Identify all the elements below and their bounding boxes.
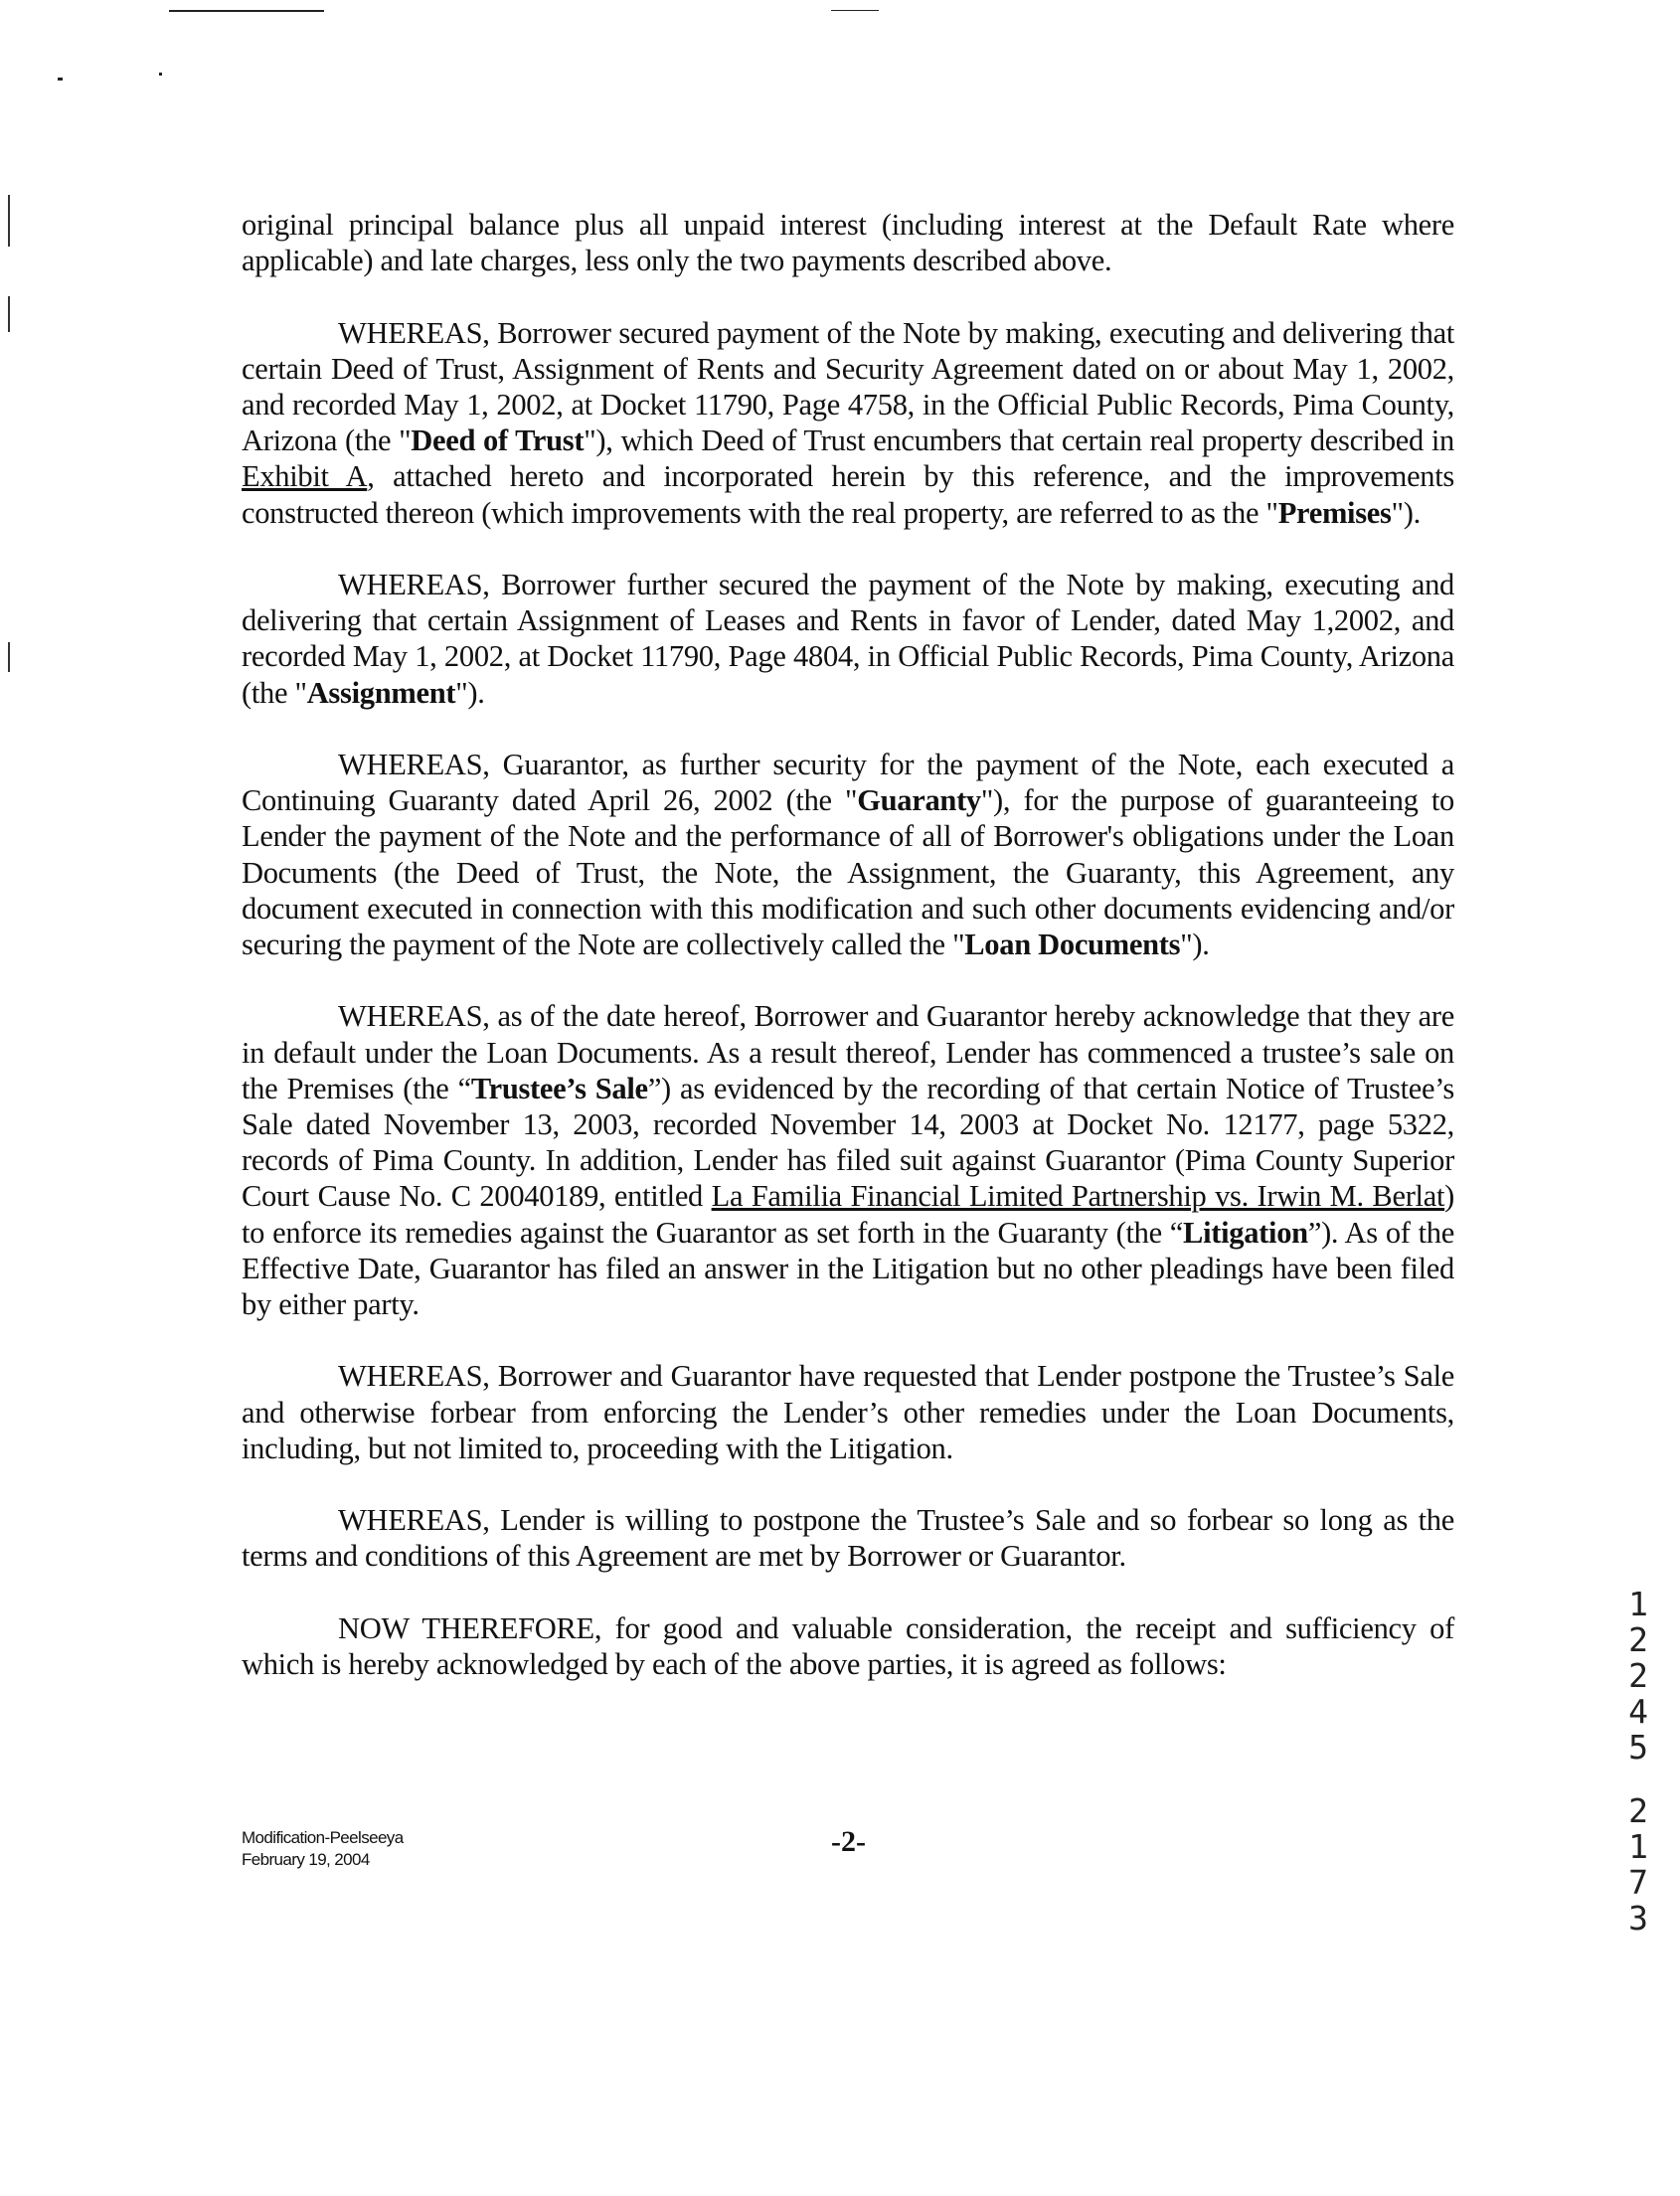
stamp-digit: 4 <box>1628 1692 1648 1731</box>
paragraph-guaranty: WHEREAS, Guarantor, as further security for the payment of the Note, each executed a Continuing Guaranty dated April 26, 2002 (the "Guaranty"), for the purpose of guaranteeing to Lender the payment of the Note and the performance of all of Borrower's obligations under the Loan Documents (the Deed of Trust, the Note, the Assignment, the Guaranty, this Agreement, any document executed in connection with this modification and such other documents evidencing and/or securing the payment of the Note are collectively called the "Loan Documents"). <box>242 748 1454 962</box>
paragraph-request-postpone: WHEREAS, Borrower and Guarantor have requested that Lender postpone the Trustee’s Sale and otherwise forbear from enforcing the Lender’s other remedies under the Loan Documents, including, but not limited to, proceeding with the Litigation. <box>242 1359 1454 1465</box>
paragraph-lender-willing: WHEREAS, Lender is willing to postpone the Trustee’s Sale and so forbear so long as the terms and conditions of this Agreement are met by Borrower or Guarantor. <box>242 1503 1454 1574</box>
stamp-digit: 2 <box>1628 1620 1648 1659</box>
stamp-digit: 7 <box>1628 1863 1648 1902</box>
scan-margin-bar <box>8 296 10 332</box>
stamp-digit: 1 <box>1628 1585 1648 1623</box>
footer-doc-name: Modification-Peelseeya <box>242 1828 404 1847</box>
defined-term-guaranty: Guaranty <box>857 783 981 818</box>
footer-date: February 19, 2004 <box>242 1850 370 1869</box>
paragraph-now-therefore: NOW THEREFORE, for good and valuable consideration, the receipt and sufficiency of which is hereby acknowledged by each of the above parties, it is agreed as follows: <box>242 1610 1454 1682</box>
stamp-digit: 5 <box>1628 1728 1648 1767</box>
paragraph-assignment: WHEREAS, Borrower further secured the payment of the Note by making, executing and delivering that certain Assignment of Leases and Rents in favor of Lender, dated May 1,2002, and recorded May 1, 2002, at Docket 11790, Page 4804, in Official Public Records, Pima County, Arizona (the "Assignment"). <box>242 568 1454 710</box>
stamp-digit: 1 <box>1628 1827 1648 1866</box>
paragraph-default: WHEREAS, as of the date hereof, Borrower and Guarantor hereby acknowledge that they are in default under the Loan Documents. As a result thereof, Lender has commenced a trustee’s sale on the Premises (the “Trustee’s Sale”) as evidenced by the recording of that certain Notice of Trustee’s Sale dated November 13, 2003, recorded November 14, 2003 at Docket No. 12177, page 5322, records of Pima County. In addition, Lender has filed suit against Guarantor (Pima County Superior Court Cause No. C 20040189, entitled La Familia Financial Limited Partnership vs. Irwin M. Berlat) to enforce its remedies against the Guarantor as set forth in the Guaranty (the “Litigation”). As of the Effective Date, Guarantor has filed an answer in the Litigation but no other pleadings have been filed by either party. <box>242 999 1455 1322</box>
paragraph-principal-balance: original principal balance plus all unpaid interest (including interest at the Default Rate where applicable) and late charges, less only the two payments described above. <box>242 208 1454 278</box>
case-title: La Familia Financial Limited Partnership vs. Irwin M. Berlat <box>711 1179 1445 1214</box>
stamp-digit: 2 <box>1628 1656 1648 1695</box>
scan-speck <box>58 78 63 81</box>
stamp-digit: 3 <box>1628 1899 1648 1938</box>
defined-term-premises: Premises <box>1277 495 1392 530</box>
stamp-digit: 2 <box>1628 1791 1648 1830</box>
paragraph-deed-of-trust: WHEREAS, Borrower secured payment of the Note by making, executing and delivering that certain Deed of Trust, Assignment of Rents and Security Agreement dated on or about May 1, 2002, and recorded May 1, 2002, at Docket 11790, Page 4758, in the Official Public Records, Pima County, Arizona (the "Deed of Trust"), which Deed of Trust encumbers that certain real property described in Exhibit A, attached hereto and incorporated herein by this reference, and the improvements constructed thereon (which improvements with the real property, are referred to as the "Premises"). <box>242 315 1455 530</box>
scan-speck <box>159 73 162 76</box>
scan-top-line-right <box>831 10 879 11</box>
defined-term-trustees-sale: Trustee’s Sale <box>470 1071 648 1105</box>
scan-margin-bar <box>8 195 10 247</box>
defined-term-loan-documents: Loan Documents <box>964 928 1181 962</box>
defined-term-litigation: Litigation <box>1183 1215 1308 1250</box>
exhibit-a-reference: Exhibit A <box>242 459 368 494</box>
body-text <box>242 207 1454 1718</box>
recording-stamp <box>1618 1587 1658 1937</box>
defined-term-deed-of-trust: Deed of Trust <box>411 423 585 458</box>
footer-doc-info <box>242 1827 404 1871</box>
page-number: -2- <box>831 1825 866 1858</box>
scan-margin-bar <box>8 642 10 672</box>
scan-top-line-left <box>169 10 324 12</box>
defined-term-assignment: Assignment <box>306 675 456 710</box>
